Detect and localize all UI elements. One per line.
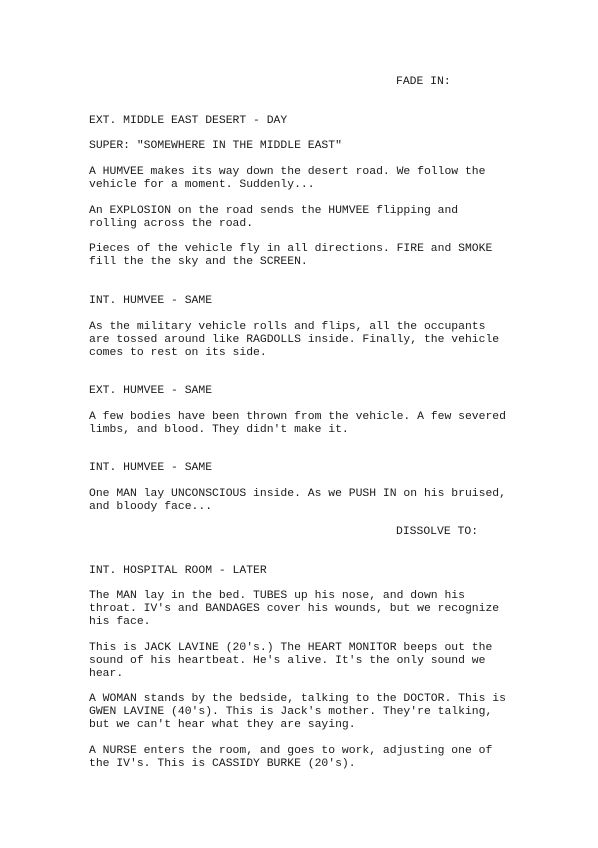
action-line: A WOMAN stands by the bedside, talking to the DOCTOR. This is — [89, 693, 506, 705]
action-line: are tossed around like RAGDOLLS inside. Finally, the vehicle — [89, 334, 500, 346]
action-line: This is JACK LAVINE (20's.) The HEART MONITOR beeps out the — [89, 642, 493, 654]
action-line: A few bodies have been thrown from the vehicle. A few severed — [89, 411, 506, 423]
action-line: One MAN lay UNCONSCIOUS inside. As we PUSH IN on his bruised, — [89, 488, 506, 500]
action-line: sound of his heartbeat. He's alive. It's the only sound we — [89, 655, 486, 667]
scene-heading: INT. HUMVEE - SAME — [89, 462, 213, 474]
action-line: but we can't hear what they are saying. — [89, 719, 356, 731]
action-line: An EXPLOSION on the road sends the HUMVEE flipping and — [89, 205, 459, 217]
scene-heading: INT. HOSPITAL ROOM - LATER — [89, 565, 267, 577]
action-line: rolling across the road. — [89, 218, 254, 230]
scene-heading: EXT. HUMVEE - SAME — [89, 385, 213, 397]
transition-dissolve-to: DISSOLVE TO: — [396, 526, 479, 538]
super-text: SUPER: "SOMEWHERE IN THE MIDDLE EAST" — [89, 140, 342, 152]
action-line: the IV's. This is CASSIDY BURKE (20's). — [89, 758, 356, 770]
action-line: GWEN LAVINE (40's). This is Jack's mother. They're talking, — [89, 706, 493, 718]
scene-heading: EXT. MIDDLE EAST DESERT - DAY — [89, 115, 288, 127]
action-line: comes to rest on its side. — [89, 347, 267, 359]
action-line: his face. — [89, 616, 151, 628]
action-line: A HUMVEE makes its way down the desert road. We follow the — [89, 166, 486, 178]
action-line: The MAN lay in the bed. TUBES up his nose, and down his — [89, 590, 465, 602]
action-line: vehicle for a moment. Suddenly... — [89, 179, 315, 191]
scene-heading: INT. HUMVEE - SAME — [89, 295, 213, 307]
action-line: fill the the sky and the SCREEN. — [89, 256, 308, 268]
action-line: hear. — [89, 668, 124, 680]
action-line: A NURSE enters the room, and goes to work, adjusting one of — [89, 745, 493, 757]
action-line: and bloody face... — [89, 501, 213, 513]
transition-fade-in: FADE IN: — [396, 76, 451, 88]
action-line: limbs, and blood. They didn't make it. — [89, 424, 349, 436]
action-line: Pieces of the vehicle fly in all directions. FIRE and SMOKE — [89, 243, 493, 255]
action-line: throat. IV's and BANDAGES cover his wounds, but we recognize — [89, 603, 500, 615]
action-line: As the military vehicle rolls and flips, all the occupants — [89, 321, 486, 333]
